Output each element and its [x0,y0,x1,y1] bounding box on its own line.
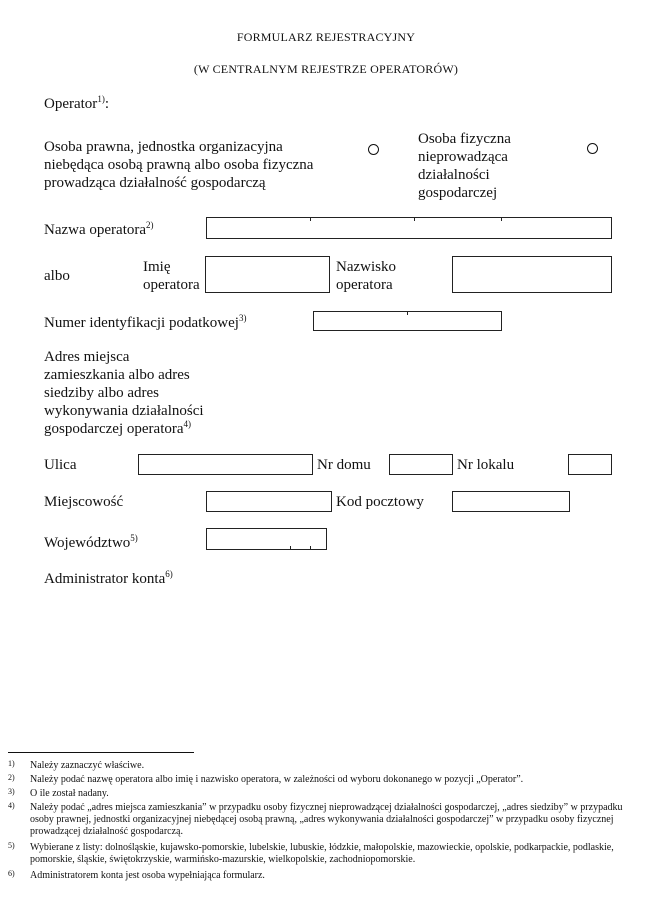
house-no-input[interactable] [389,454,453,475]
tax-id-label: Numer identyfikacji podatkowej$^{3)}$ [44,313,247,331]
operator-name-label: Nazwa operatora$^{2)}$ [44,220,154,238]
address-heading: Adres miejsca zamieszkania albo adres siedziby albo adres wykonywania działalności gospodarczej operatora$^{4)}$ [44,349,204,437]
last-name-label: Nazwisko operatora [336,259,396,293]
operator-option-legal-radio[interactable] [368,144,379,155]
form-title: FORMULARZ REJESTRACYJNY [236,30,416,44]
unit-no-input[interactable] [568,454,612,475]
unit-no-label: Nr lokalu [457,457,515,473]
first-name-label: Imię operatora [143,259,200,293]
postal-code-input[interactable] [452,491,570,512]
last-name-input[interactable] [452,256,612,293]
city-input[interactable] [206,491,332,512]
operator-option-natural-label: Osoba fizyczna nieprowadząca działalności gospodarczej [418,131,511,201]
street-input[interactable] [138,454,313,475]
form-subtitle: (W CENTRALNYM REJESTRZE OPERATORÓW) [193,62,459,76]
house-no-label: Nr domu [317,457,371,473]
postal-code-label: Kod pocztowy [336,494,424,510]
voivodeship-select[interactable] [206,528,327,550]
operator-option-natural-radio[interactable] [587,143,598,154]
operator-label: Operator$^{1)}$: [44,94,109,112]
voivodeship-label: Województwo$^{5)}$ [44,533,138,551]
tax-id-input[interactable] [313,311,502,331]
street-label: Ulica [44,457,77,473]
city-label: Miejscowość [44,494,124,510]
operator-name-input[interactable] [206,217,612,239]
first-name-input[interactable] [205,256,330,293]
operator-option-legal-label: Osoba prawna, jednostka organizacyjna niebędąca osobą prawną albo osoba fizyczna prowadząca działalność gospodarczą [44,139,314,191]
account-admin-label: Administrator konta$^{6)}$ [44,569,173,587]
footnote-separator [8,752,194,753]
albo-label: albo [44,268,70,284]
